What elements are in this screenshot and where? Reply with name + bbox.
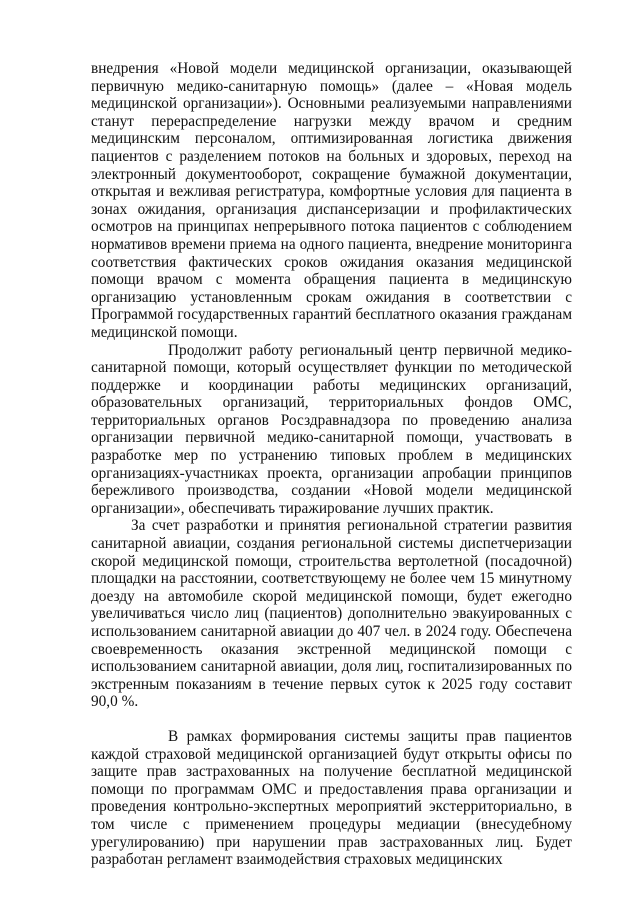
paragraph-spacer: [91, 711, 572, 728]
document-body: [91, 60, 572, 869]
paragraph-regional-center: Продолжит работу региональный центр первичной медико-санитарной помощи, который осуществляет функции по методической поддержке и координации работы медицинских организаций, образовательных организаций, территориальных фондов ОМС, территориальных органов Росздравнадзора по проведению анализа организации первичной медико-санитарной помощи, участвовать в разработке мер по устранению типовых проблем в медицинских организациях-участниках проекта, организации апробации принципов бережливого производства, создании «Новой модели медицинской организации», обеспечивать тиражирование лучших практик.: [91, 341, 572, 517]
paragraph-patient-rights: В рамках формирования системы защиты прав пациентов каждой страховой медицинской организацией будут открыты офисы по защите прав застрахованных на получение бесплатной медицинской помощи по программам ОМС и предоставления права организации и проведения контрольно-экспертных мероприятий экстерриториально, в том числе с применением процедуры медиации (внесудебному урегулированию) при нарушении прав застрахованных лиц. Будет разработан регламент взаимодействия страховых медицинских: [91, 727, 572, 869]
paragraph-new-model-continuation: внедрения «Новой модели медицинской организации, оказывающей первичную медико-санитарную помощь» (далее – «Новая модель медицинской организации»). Основными реализуемыми направлениями станут перераспределение нагрузки между врачом и средним медицинским персоналом, оптимизированная логистика движения пациентов с разделением потоков на больных и здоровых, переход на электронный документооборот, сокращение бумажной документации, открытая и вежливая регистратура, комфортные условия для пациента в зонах ожидания, организация диспансеризации и профилактических осмотров на принципах непрерывного потока пациентов с соблюдением нормативов времени приема на одного пациента, внедрение мониторинга соответствия фактических сроков ожидания оказания медицинской помощи врачом с момента обращения пациента в медицинскую организацию установленным срокам ожидания в соответствии с Программой государственных гарантий бесплатного оказания гражданам медицинской помощи.: [91, 60, 572, 341]
paragraph-air-ambulance: За счет разработки и принятия региональной стратегии развития санитарной авиации, создания региональной системы диспетчеризации скорой медицинской помощи, строительства вертолетной (посадочной) площадки на расстоянии, соответствующему не более чем 15 минутному доезду на автомобиле скорой медицинской помощи, будет ежегодно увеличиваться число лиц (пациентов) дополнительно эвакуированных с использованием санитарной авиации до 407 чел. в 2024 году. Обеспечена своевременность оказания экстренной медицинской помощи с использованием санитарной авиации, доля лиц, госпитализированных по экстренным показаниям в течение первых суток к 2025 году составит 90,0 %.: [91, 517, 572, 711]
